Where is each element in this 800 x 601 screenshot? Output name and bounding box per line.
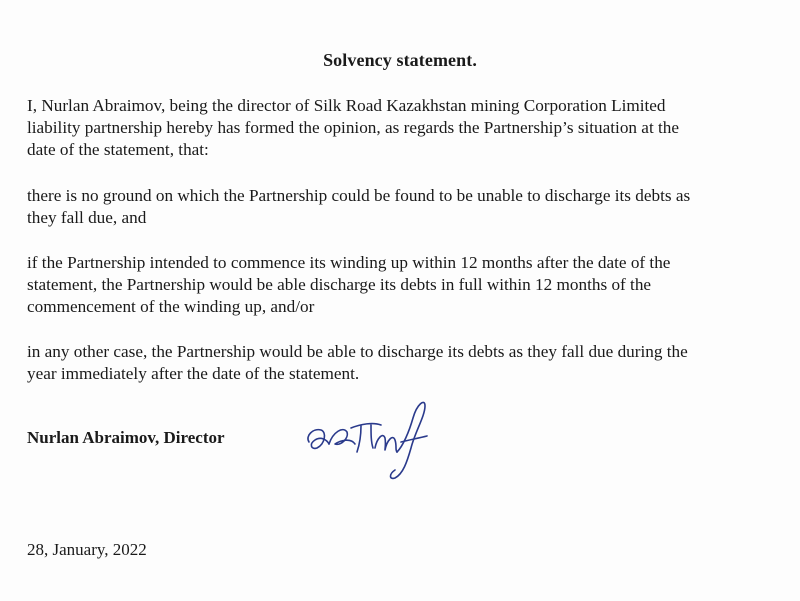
paragraph-opinion — [27, 95, 773, 161]
paragraph-line: liability partnership hereby has formed the opinion, as regards the Partnership’s situation at the — [27, 118, 680, 137]
paragraph-line: in any other case, the Partnership would be able to discharge its debts as they fall due during the — [27, 342, 688, 361]
statement-date: 28, January, 2022 — [27, 540, 147, 559]
paragraph-line: they fall due, and — [27, 208, 147, 227]
signature-icon — [303, 392, 443, 482]
document-title: Solvency statement. — [323, 50, 477, 70]
paragraph-line: year immediately after the date of the statement. — [27, 364, 360, 383]
paragraph-line: commencement of the winding up, and/or — [27, 297, 315, 316]
signer-name: Nurlan Abraimov, Director — [27, 428, 225, 447]
paragraph-line: I, Nurlan Abraimov, being the director of Silk Road Kazakhstan mining Corporation Limited — [27, 96, 666, 115]
paragraph-other-case — [27, 341, 773, 385]
paragraph-line: date of the statement, that: — [27, 140, 209, 159]
paragraph-line: there is no ground on which the Partnership could be found to be unable to discharge its debts as — [27, 186, 691, 205]
paragraph-line: if the Partnership intended to commence its winding up within 12 months after the date of the — [27, 253, 671, 272]
paragraph-winding-up — [27, 252, 773, 318]
paragraph-no-ground — [27, 185, 773, 229]
paragraph-line: statement, the Partnership would be able discharge its debts in full within 12 months of the — [27, 275, 652, 294]
